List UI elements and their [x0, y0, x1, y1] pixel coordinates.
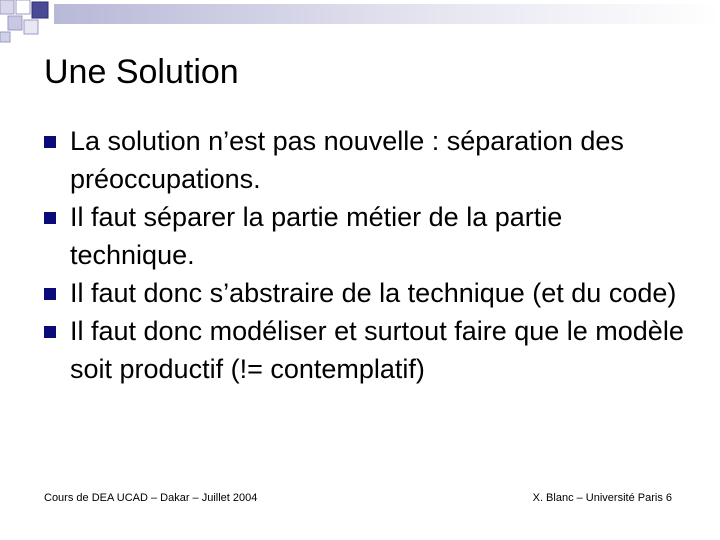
footer-author: X. Blanc – Université Paris 6	[532, 492, 672, 504]
deco-square	[16, 0, 30, 14]
bullet-text: La solution n’est pas nouvelle : séparation des préoccupations.	[70, 126, 624, 194]
bullet-text: Il faut donc modéliser et surtout faire que le modèle soit productif (!= contemplatif)	[70, 316, 684, 384]
header-band	[54, 4, 720, 24]
header-decoration	[0, 0, 720, 50]
deco-square	[24, 20, 38, 34]
bullet-item	[44, 122, 694, 198]
bullet-item	[44, 198, 694, 274]
bullet-text: Il faut séparer la partie métier de la partie technique.	[70, 202, 563, 270]
square-bullet-icon	[44, 212, 56, 224]
bullet-list	[44, 122, 694, 388]
bullet-text: Il faut donc s’abstraire de la technique (et du code)	[70, 278, 677, 308]
square-bullet-icon	[44, 136, 56, 148]
deco-square	[0, 0, 14, 14]
deco-square	[8, 16, 22, 30]
deco-square	[32, 2, 48, 18]
square-bullet-icon	[44, 288, 56, 300]
bullet-item	[44, 312, 694, 388]
bullet-item	[44, 274, 694, 312]
deco-square	[0, 32, 10, 42]
footer-course: Cours de DEA UCAD – Dakar – Juillet 2004	[44, 492, 258, 504]
square-bullet-icon	[44, 326, 56, 338]
slide-title: Une Solution	[44, 53, 239, 91]
